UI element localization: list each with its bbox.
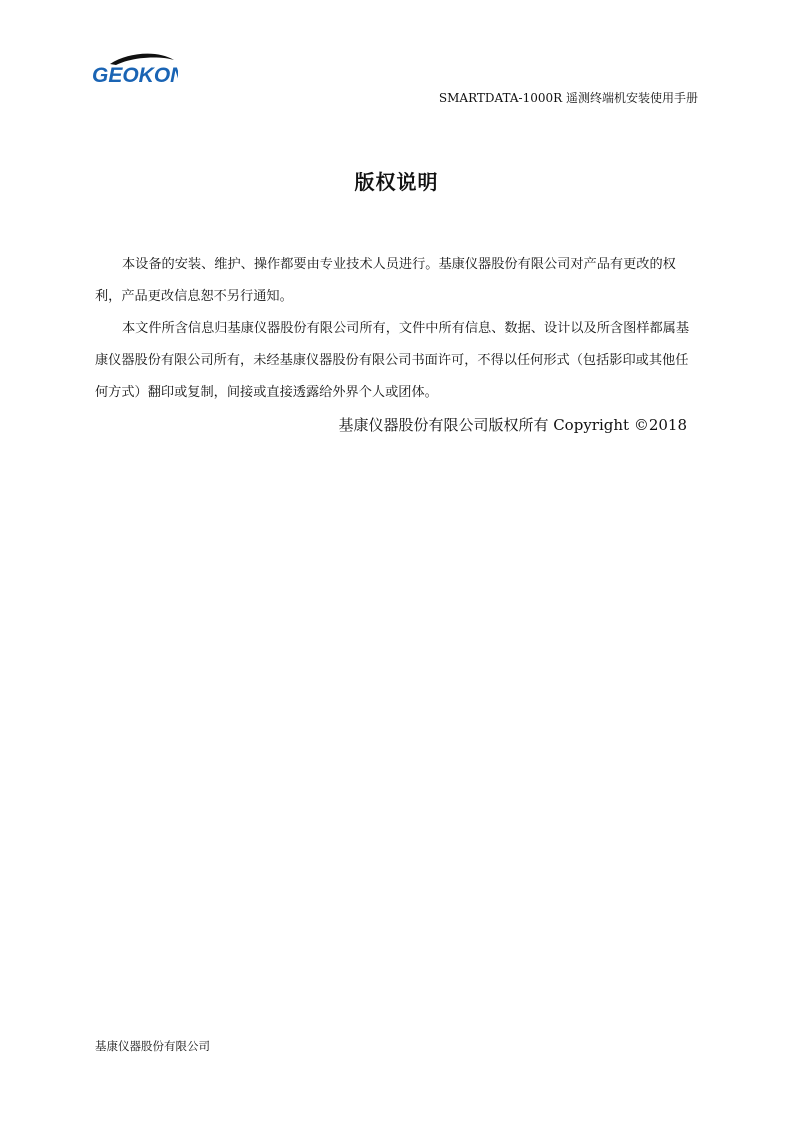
paragraph-modification-rights: 本设备的安装、维护、操作都要由专业技术人员进行。基康仪器股份有限公司对产品有更改的权利，产品更改信息恕不另行通知。 [95, 257, 676, 304]
header-divider [95, 107, 698, 108]
copyright-notice: 基康仪器股份有限公司版权所有 Copyright ©2018 [338, 416, 687, 434]
document-header-title: SMARTDATA-1000R 遥测终端机安装使用手册 [438, 91, 698, 105]
footer-company-name: 基康仪器股份有限公司 [95, 1039, 210, 1053]
logo-wordmark: GEOKON [92, 64, 178, 87]
geokon-logo [88, 50, 178, 90]
page-title: 版权说明 [354, 170, 439, 194]
copyright-body [95, 249, 691, 441]
paragraph-ownership: 本文件所含信息归基康仪器股份有限公司所有，文件中所有信息、数据、设计以及所含图样都属基康仪器股份有限公司所有，未经基康仪器股份有限公司书面许可，不得以任何形式（包括影印或其他任何方式）翻印或复制，间接或直接透露给外界个人或团体。 [95, 321, 690, 400]
